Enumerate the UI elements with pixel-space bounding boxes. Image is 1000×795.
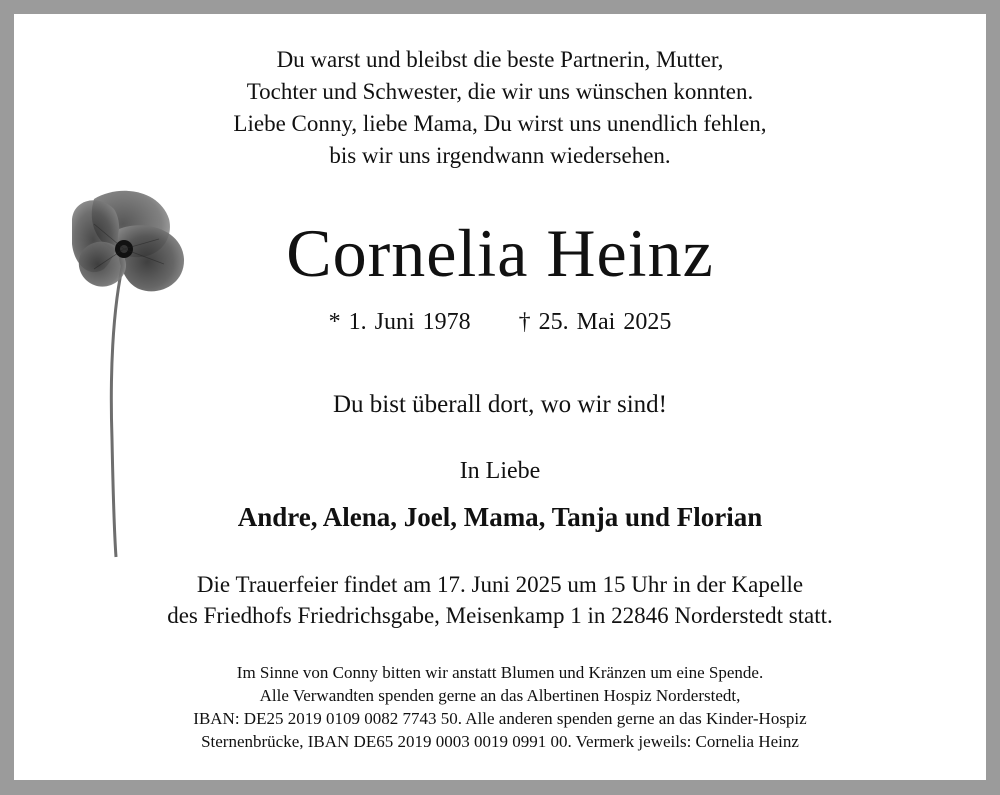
obituary-card xyxy=(14,14,986,780)
ceremony-info xyxy=(14,569,986,631)
life-dates xyxy=(14,306,986,338)
intro-line: bis wir uns irgendwann wiedersehen. xyxy=(329,143,671,168)
deceased-name: Cornelia Heinz xyxy=(286,215,714,291)
donation-info xyxy=(14,661,986,753)
intro-line: Du warst und bleibst die beste Partnerin, Mutter, xyxy=(276,47,724,72)
death-date: † 25. Mai 2025 xyxy=(518,309,672,335)
intro-verse xyxy=(14,44,986,172)
memorial-quote: Du bist überall dort, wo wir sind! xyxy=(333,391,667,418)
birth-date: * 1. Juni 1978 xyxy=(328,309,471,335)
ceremony-line: Die Trauerfeier findet am 17. Juni 2025 um 15 Uhr in der Kapelle xyxy=(196,572,804,597)
donation-line: Sternenbrücke, IBAN DE65 2019 0003 0019 0991 00. Vermerk jeweils: Cornelia Heinz xyxy=(201,732,799,751)
in-love-label: In Liebe xyxy=(459,458,541,484)
donation-line: Alle Verwandten spenden gerne an das Albertinen Hospiz Norderstedt, xyxy=(259,686,741,705)
donation-line: Im Sinne von Conny bitten wir anstatt Blumen und Kränzen um eine Spende. xyxy=(236,663,764,682)
intro-line: Liebe Conny, liebe Mama, Du wirst uns unendlich fehlen, xyxy=(233,111,767,136)
mourners-names: Andre, Alena, Joel, Mama, Tanja und Florian xyxy=(237,502,763,532)
ceremony-line: des Friedhofs Friedrichsgabe, Meisenkamp 1 in 22846 Norderstedt statt. xyxy=(167,603,833,628)
intro-line: Tochter und Schwester, die wir uns wünschen konnten. xyxy=(246,79,754,104)
donation-line: IBAN: DE25 2019 0109 0082 7743 50. Alle anderen spenden gerne an das Kinder-Hospiz xyxy=(193,709,807,728)
